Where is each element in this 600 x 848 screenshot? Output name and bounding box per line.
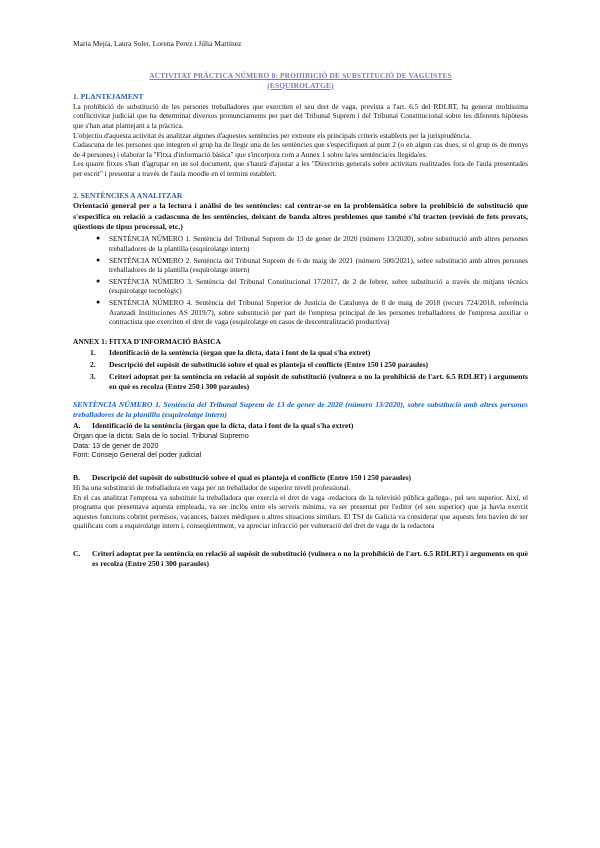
annex-item: 2. Descripció del supòsit de substitució sobre el qual es planteja el conflicte (Entre 150 i 250 paraules)	[90, 360, 429, 370]
list-item-text: SENTÈNCIA NÚMERO 3. Sentència del Tribunal Constitucional 17/2017, de 2 de febrer, sobre substitució a través de mitjans tècnics (esquirolatge tecnològic)	[109, 276, 528, 296]
paragraph: Cadascuna de les persones que integren el grup ha de llegir una de les sentències que s'especifiquen al punt 2 (o en algun cas dues, si el grup és de menys de 4 persones) i elaborar la "Fitxa d'informació bàsica" que s'incorpora com a Annex 1 sobre la/es sentència/es llegida/es.	[73, 140, 528, 159]
section-heading-sentencies: 2. SENTÈNCIES A ANALITZAR	[73, 190, 183, 200]
section-heading-plantejament: 1. PLANTEJAMENT	[73, 92, 144, 102]
list-item	[96, 297, 528, 327]
orientation-text: Orientació general per a la lectura i anàlisi de les sentències: cal centrar-se en la problemàtica sobre la prohibició de substitució que s'especifica en relació a cadascuna de les sentències, deixant de banda altres problemes que també s'hi tracten (revisió de fets provats, qüestions de tipus processal, etc.)	[73, 201, 528, 231]
list-item	[96, 255, 528, 275]
source-line: Font: Consejo General del poder judicial	[73, 450, 202, 460]
bullet-icon: ●	[96, 276, 101, 285]
list-item-text: SENTÈNCIA NÚMERO 4. Sentència del Tribunal Superior de Justícia de Catalunya de 8 de maig de 2018 (recurs 724/2018, referència Aranzadi Instituciones AS 2019/7), sobre substitució per part de l'empresa principal de les persones treballadores de l'empresa auxiliar o contractista que exerciten el dret de vaga (esquirolatge en casos de descentralització productiva)	[109, 297, 528, 327]
list-item	[96, 276, 528, 296]
activity-title-line-2: (ESQUIROLATGE)	[267, 80, 334, 90]
list-item	[96, 234, 528, 253]
annex-title: ANNEX 1: FITXA D'INFORMACIÓ BÀSICA	[73, 336, 221, 346]
sentence-1-section-c: C. Criteri adoptat per la sentència en relació al supòsit de substitució (vulnera o no la prohibició de l'art. 6.5 RDLRT) i arguments en què es recolza (Entre 250 i 300 paraules)	[73, 549, 528, 569]
date-line: Data: 13 de gener de 2020	[73, 440, 159, 450]
annex-item: 1. Identificació de la sentència (òrgan que la dicta, data i font de la qual s'ha extret)	[90, 348, 371, 358]
bullet-icon: ●	[96, 255, 101, 264]
sentence-list	[73, 234, 528, 326]
authors-line: Maria Mejía, Laura Soler, Lorena Perez i Júlia Martínez	[73, 39, 242, 48]
annex-item: 3. Criteri adoptat per la sentència en relació al supòsit de substitució (vulnera o no la prohibició de l'art. 6.5 RDLRT) i arguments en què es recolza (Entre 250 i 300 paraules)	[90, 372, 528, 392]
paragraph: Hi ha una substitució de treballadora en vaga per un treballador de superior nivell professional.	[73, 483, 351, 493]
paragraph: La prohibició de substitució de les persones treballadores que exerciten el seu dret de vaga, prevista a l'art. 6.5 del RDLRT, ha generat moltíssima conflictivitat judicial que ha determinat diversos pronunciaments per part del Tribunal Suprem i del Tribunal Constitucional sobre les diferents hipòtesis que s'han anat plantejant a la pràctica.	[73, 101, 528, 130]
paragraph: Les quatre fitxes s'han d'agrupar en un sol document, que s'haurà d'ajustar a les "Directrius generals sobre activitats realitzades fora de l'aula presentades per escrit" i presentar a través de l'aula moodle en el termini establert.	[73, 159, 528, 178]
paragraph: L'objectiu d'aquesta activitat és analitzar algunes d'aquestes sentències per extreure els principals criteris establerts per la jurisprudència.	[73, 130, 472, 140]
organ-line: Òrgan que la dicta: Sala de lo social. Tribunal Supremo	[73, 431, 249, 441]
annex-list	[73, 348, 528, 392]
sentence-1-section-a: A. Identificació de la sentència (òrgan que la dicta, data i font de la qual s'ha extret)	[73, 421, 354, 431]
bullet-icon: ●	[96, 234, 101, 243]
activity-title-line-1: ACTIVITAT PRÀCTICA NÚMERO 8: PROHIBICIÓ DE SUBSTITUCIÓ DE VAGUISTES	[149, 71, 452, 80]
document-body	[73, 71, 528, 569]
bullet-icon: ●	[96, 297, 101, 306]
list-item-text: SENTÈNCIA NÚMERO 2. Sentència del Tribunal Suprem de 6 de maig de 2021 (número 500/2021), sobre substitució amb altres persones treballadores de la plantilla (esquirolatge intern)	[109, 255, 528, 275]
activity-title	[73, 71, 528, 90]
sentence-1-title: SENTÈNCIA NÚMERO 1. Sentència del Tribunal Suprem de 13 de gener de 2020 (número 13/2020), sobre substitució amb altres persones treballadores de la plantilla (esquirolatge intern)	[73, 400, 528, 420]
paragraph: En el cas analitzat l'empresa va substituir la treballadora que exercia el dret de vaga -redactora de la televisió pública gallega-, pel seu superior. Així, el programa que presentava aquesta empleada, va ser inclòs entre els serveis mínims, va ser presentat per l'editor (el seu superior) que ja havia exercit aquestes funcions cobrint permisos, vacances, baixes mèdiques o altres situacions similars. El TSJ de Galícia va considerar que aquests fets havien de ser qualificats com a esquirolatge intern i, conseqüentment, va apreciar infracció per vulneració del dret de vaga de la redactora	[73, 492, 528, 531]
list-item-text: SENTÈNCIA NÚMERO 1. Sentència del Tribunal Suprem de 13 de gener de 2020 (número 13/2020), sobre substitució amb altres persones treballadores de la plantilla (esquirolatge intern)	[109, 234, 528, 253]
sentence-1-section-b: B. Descripció del supòsit de substitució sobre el qual es planteja el conflicte (Entre 150 i 250 paraules)	[73, 473, 412, 483]
